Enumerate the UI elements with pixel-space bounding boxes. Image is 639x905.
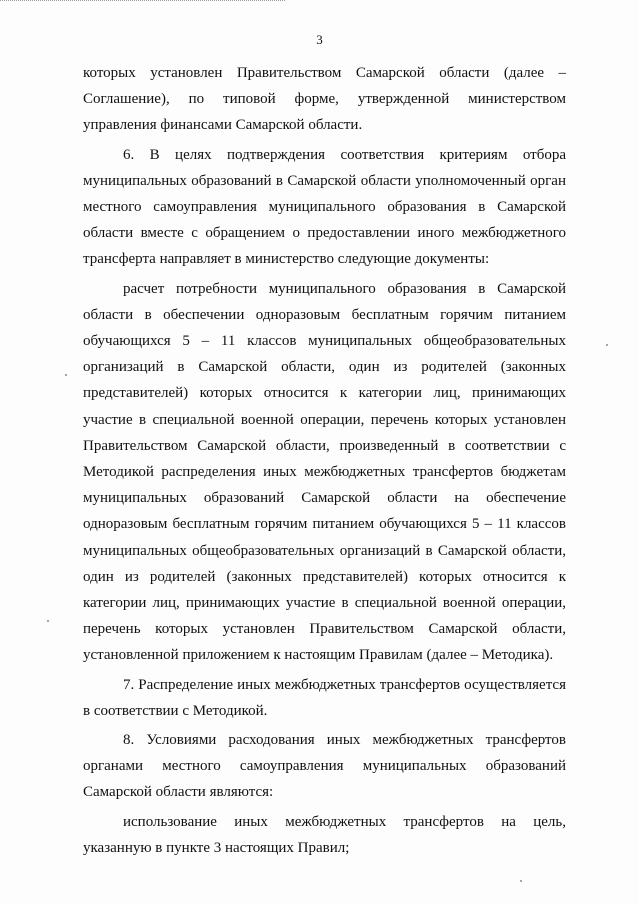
top-scan-rule xyxy=(0,0,285,1)
scan-speck xyxy=(47,620,49,622)
scan-speck xyxy=(65,374,67,376)
paragraph-item-6-document: расчет потребности муниципального образования в Самарской области в обеспечении одноразовым бесплатным горячим питанием обучающихся 5 – 11 классов муниципальных общеобразовательных организаций в Самарской области, один из родителей (законных представителей) которых относится к категории лиц, принимающих участие в специальной военной операции, перечень которых установлен Правительством Самарской области, произведенный в соответствии с Методикой распределения иных межбюджетных трансфертов бюджетам муниципальных образований Самарской области на обеспечение одноразовым бесплатным горячим питанием обучающихся 5 – 11 классов муниципальных общеобразовательных организаций в Самарской области, один из родителей (законных представителей) которых относится к категории лиц, принимающих участие в специальной военной операции, перечень которых установлен Правительством Самарской области, установленной приложением к настоящим Правилам (далее – Методика). xyxy=(83,280,566,664)
paragraph-item-8-condition: использование иных межбюджетных трансфертов на цель, указанную в пункте 3 настоящих Правил; xyxy=(83,813,566,856)
document-body xyxy=(83,60,566,864)
paragraph-item-7: 7. Распределение иных межбюджетных трансфертов осуществляется в соответствии с Методикой. xyxy=(83,676,566,719)
paragraph-item-6: 6. В целях подтверждения соответствия критериям отбора муниципальных образований в Самарской области уполномоченный орган местного самоуправления муниципального образования в Самарской области вместе с обращением о предоставлении иного межбюджетного трансферта направляет в министерство следующие документы: xyxy=(83,146,566,268)
scan-speck xyxy=(520,880,522,882)
page-number: 3 xyxy=(316,32,323,47)
paragraph-continuation: которых установлен Правительством Самарской области (далее – Соглашение), по типовой форме, утвержденной министерством управления финансами Самарской области. xyxy=(83,65,566,134)
scan-speck xyxy=(606,344,608,346)
paragraph-item-8: 8. Условиями расходования иных межбюджетных трансфертов органами местного самоуправления муниципальных образований Самарской области являются: xyxy=(83,732,566,801)
